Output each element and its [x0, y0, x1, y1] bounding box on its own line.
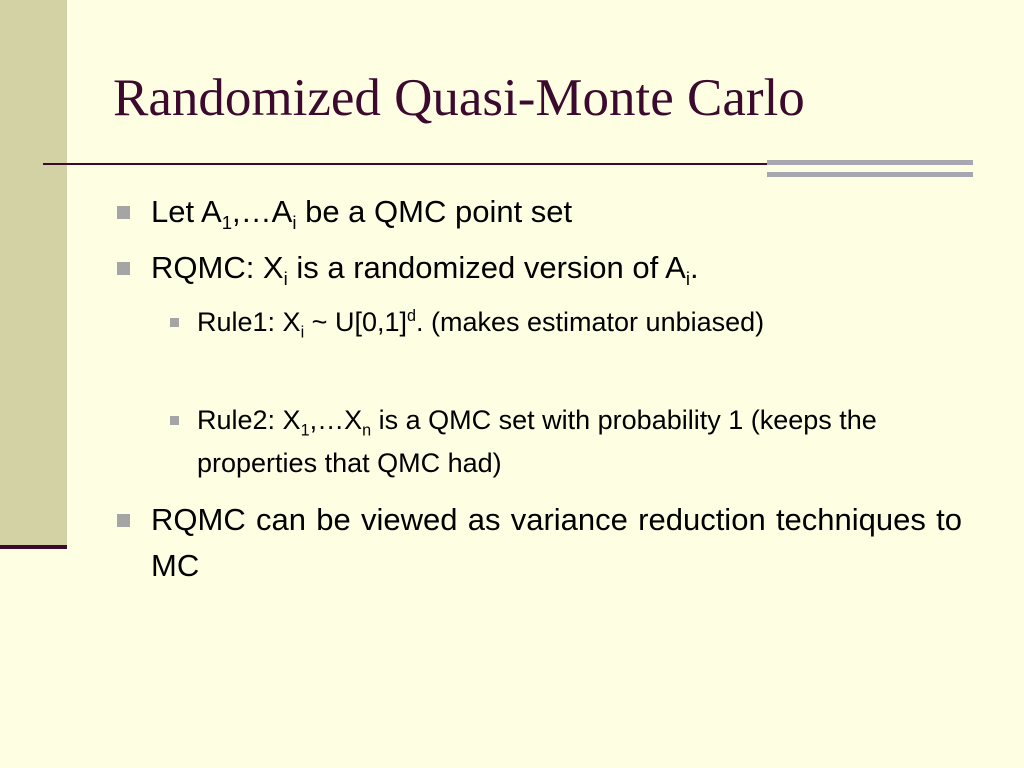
- bullet-text-part: . (makes estimator unbiased): [416, 307, 765, 337]
- bullet-text-part: ,…X: [309, 405, 363, 435]
- subscript: i: [685, 268, 690, 290]
- bullet-point-set: [151, 189, 962, 235]
- sub-bullet-rule2: [197, 399, 962, 485]
- bullet-variance-reduction: [151, 497, 962, 589]
- square-bullet-icon: [170, 318, 179, 327]
- subscript: i: [283, 268, 288, 290]
- bullet-text-part: ~ U[0,1]: [304, 307, 407, 337]
- slide-title: Randomized Quasi-Monte Carlo: [113, 69, 805, 127]
- bullet-text-part: RQMC: X: [151, 250, 284, 285]
- subscript: i: [292, 212, 297, 234]
- subscript: 1: [300, 421, 310, 440]
- square-bullet-icon: [117, 262, 130, 275]
- subscript: i: [300, 323, 305, 342]
- bullet-text-part: Rule2: X: [197, 405, 301, 435]
- bullet-text-part: .: [689, 250, 699, 285]
- square-bullet-icon: [117, 514, 130, 527]
- bullet-text-part: Let A: [151, 194, 222, 229]
- subscript: 1: [221, 212, 233, 234]
- subscript: n: [362, 421, 372, 440]
- square-bullet-icon: [170, 416, 179, 425]
- bullet-text-part: ,…A: [232, 194, 293, 229]
- bullet-text-part: is a randomized version of A: [287, 250, 686, 285]
- square-bullet-icon: [117, 206, 130, 219]
- bullet-rqmc-definition: [151, 245, 962, 291]
- sub-bullet-rule1: [197, 301, 962, 344]
- bullet-text-part: RQMC can be viewed as variance reduction techniques to MC: [151, 502, 962, 583]
- bullet-text-part: be a QMC point set: [296, 194, 573, 229]
- bullet-text-part: is a QMC set with probability 1 (keeps the properties that QMC had): [197, 405, 877, 478]
- bullet-text-part: Rule1: X: [197, 307, 301, 337]
- superscript: d: [406, 307, 416, 325]
